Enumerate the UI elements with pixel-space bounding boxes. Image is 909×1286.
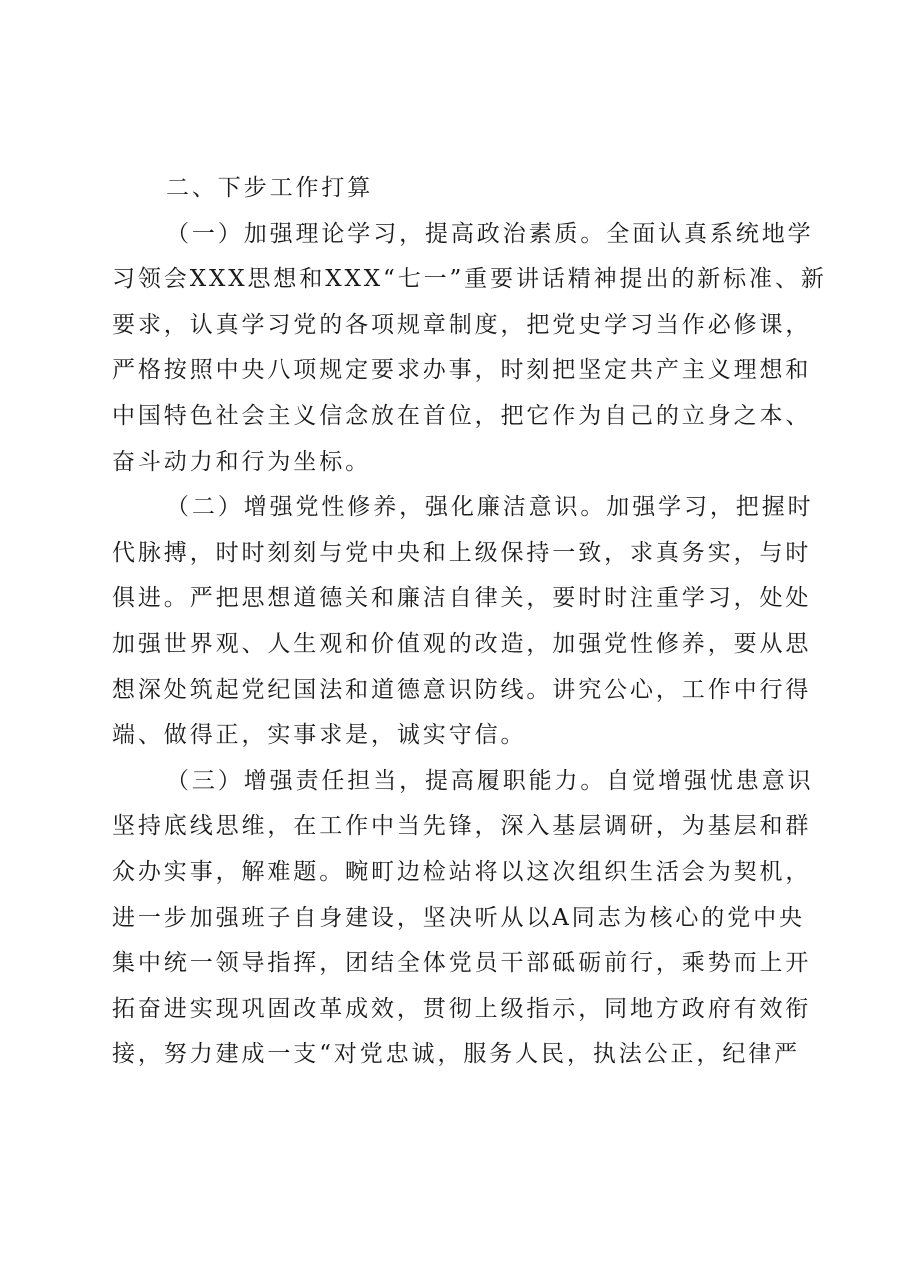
- paragraph-line: 集中统一领导指挥，团结全体党员干部砥砺前行，乘势而上开: [112, 950, 812, 977]
- paragraph-line: 众办实事，解难题。畹町边检站将以这次组织生活会为契机，: [112, 858, 812, 885]
- paragraph-line: 端、做得正，实事求是，诚实守信。: [112, 722, 527, 749]
- paragraph-2: [112, 485, 814, 759]
- paragraph-line: 代脉搏，时时刻刻与党中央和上级保持一致，求真务实，与时: [112, 539, 812, 566]
- paragraph-line: 拓奋进实现巩固改革成效，贯彻上级指示，同地方政府有效衔: [112, 995, 812, 1022]
- paragraph-line: 严格按照中央八项规定要求办事，时刻把坚定共产主义理想和: [112, 357, 812, 384]
- paragraph-line: 要求，认真学习党的各项规章制度，把党史学习当作必修课，: [112, 311, 812, 338]
- paragraph-line: 接，努力建成一支“对党忠诚，服务人民，执法公正，纪律严: [112, 1041, 801, 1068]
- paragraph-line: 坚持底线思维，在工作中当先锋，深入基层调研，为基层和群: [112, 813, 812, 840]
- paragraph-line: （三）增强责任担当，提高履职能力。自觉增强忧患意识: [166, 767, 814, 794]
- paragraph-line: 加强世界观、人生观和价值观的改造，加强党性修养，要从思: [112, 630, 812, 657]
- paragraph-line: 习领会XXX思想和XXX“七一”重要讲话精神提出的新标准、新: [112, 266, 827, 293]
- paragraph-line: 进一步加强班子自身建设，坚决听从以A同志为核心的党中央: [112, 904, 805, 931]
- paragraph-line: 想深处筑起党纪国法和道德意识防线。讲究公心，工作中行得: [112, 676, 812, 703]
- section-heading: 二、下步工作打算: [166, 175, 374, 201]
- paragraph-line: （一）加强理论学习，提高政治素质。全面认真系统地学: [166, 220, 814, 247]
- document-body: [112, 166, 827, 1078]
- paragraph-line: 俱进。严把思想道德关和廉洁自律关，要时时注重学习，处处: [112, 585, 812, 612]
- paragraph-line: 奋斗动力和行为坐标。: [112, 448, 371, 475]
- paragraph-line: 中国特色社会主义信念放在首位，把它作为自己的立身之本、: [112, 402, 812, 429]
- paragraph-line: （二）增强党性修养，强化廉洁意识。加强学习，把握时: [166, 494, 814, 521]
- paragraph-3: [112, 759, 814, 1078]
- paragraph-1: [112, 212, 827, 486]
